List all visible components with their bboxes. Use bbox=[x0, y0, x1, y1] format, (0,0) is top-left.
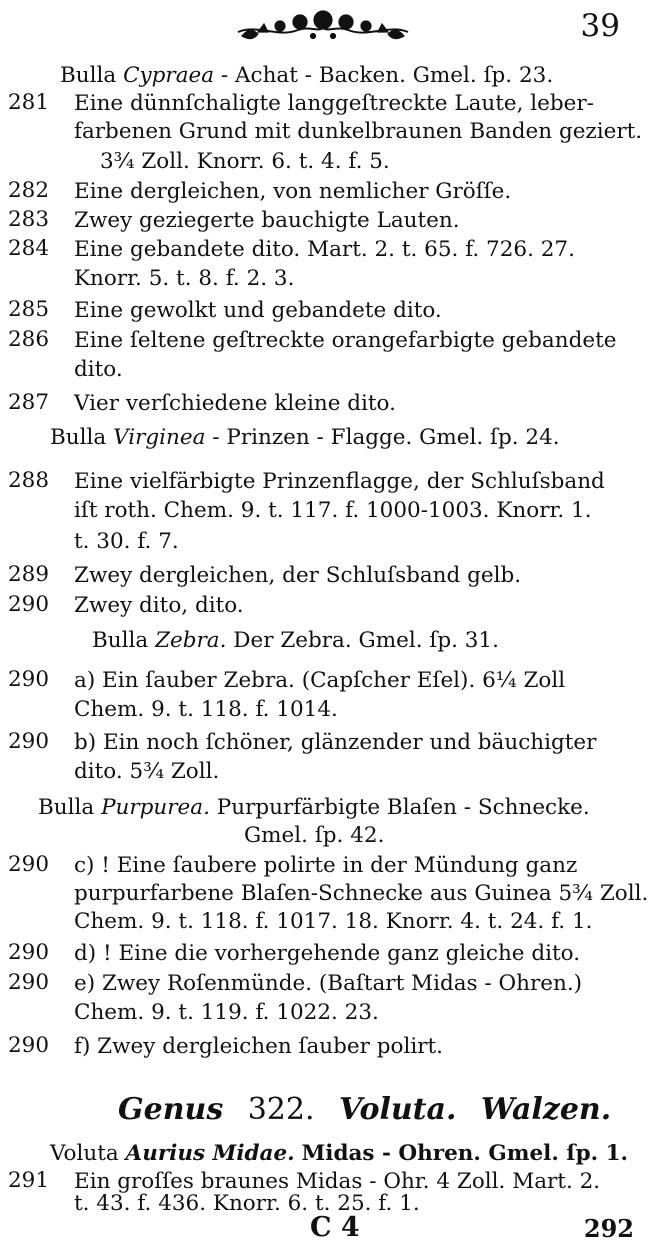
entry-text: dito. 5¾ Zoll. bbox=[74, 759, 220, 784]
entry-number: 290 bbox=[8, 852, 50, 877]
entry-number: 283 bbox=[8, 207, 50, 232]
entry-text: b) Ein noch ſchöner, glänzender und bäuchigter bbox=[74, 730, 597, 755]
entry-text: t. 43. f. 436. Knorr. 6. t. 25. f. 1. bbox=[74, 1191, 420, 1216]
page-number: 39 bbox=[580, 8, 620, 44]
heading-latin: Cypraea bbox=[123, 63, 215, 88]
entry-number: 291 bbox=[8, 1168, 50, 1193]
entry-text: d) ! Eine die vorhergehende ganz gleiche dito. bbox=[74, 941, 581, 966]
heading-genus-word: Bulla bbox=[92, 628, 149, 653]
genus-label: Genus bbox=[118, 1092, 224, 1127]
entry-text: c) ! Eine ſaubere polirte in der Mündung ganz bbox=[74, 853, 578, 878]
entry-text: Eine ſeltene geſtreckte orangefarbigte gebandete bbox=[74, 328, 617, 353]
entry-text: Vier verſchiedene kleine dito. bbox=[74, 391, 396, 416]
heading-genus-word: Voluta bbox=[50, 1141, 119, 1166]
genus-latin: Voluta. bbox=[338, 1092, 457, 1127]
heading-latin: Zebra. bbox=[155, 628, 227, 653]
section-heading-cypraea bbox=[60, 62, 553, 90]
genus-heading bbox=[118, 1092, 611, 1127]
heading-german: - Achat - Backen. Gmel. ſp. 23. bbox=[220, 63, 554, 88]
entry-text: farbenen Grund mit dunkelbraunen Banden geziert. bbox=[74, 119, 643, 144]
entry-text: Eine gebandete dito. Mart. 2. t. 65. f. 726. 27. bbox=[74, 237, 575, 262]
entry-number: 290 bbox=[8, 940, 50, 965]
heading-german: - Prinzen - Flagge. Gmel. ſp. 24. bbox=[212, 425, 560, 450]
entry-number: 284 bbox=[8, 236, 50, 261]
section-heading-voluta bbox=[50, 1140, 628, 1168]
entry-text: Eine dergleichen, von nemlicher Gröſſe. bbox=[74, 179, 512, 204]
heading-genus-word: Bulla bbox=[50, 425, 107, 450]
section-heading-virginea bbox=[50, 424, 560, 452]
entry-text: Chem. 9. t. 119. f. 1022. 23. bbox=[74, 1000, 379, 1025]
genus-german: Walzen. bbox=[480, 1092, 612, 1127]
entry-text: e) Zwey Roſenmünde. (Baſtart Midas - Ohren.) bbox=[74, 971, 583, 996]
section-heading-purpurea-line2: Gmel. ſp. 42. bbox=[244, 823, 385, 848]
heading-latin: Purpurea. bbox=[101, 795, 210, 820]
entry-number: 290 bbox=[8, 729, 50, 754]
heading-genus-word: Bulla bbox=[60, 63, 117, 88]
heading-genus-word: Bulla bbox=[38, 795, 95, 820]
entry-number: 288 bbox=[8, 468, 50, 493]
entry-text: Eine vielfärbigte Prinzenflagge, der Schluſsband bbox=[74, 469, 605, 494]
section-heading-zebra bbox=[92, 627, 499, 655]
entry-number: 290 bbox=[8, 592, 50, 617]
heading-latin: Aurius Midae. bbox=[125, 1141, 295, 1166]
section-heading-purpurea bbox=[38, 794, 590, 822]
entry-text: Eine dünnſchaligte langgeſtreckte Laute, leber- bbox=[74, 91, 594, 116]
entry-text: iſt roth. Chem. 9. t. 117. f. 1000-1003. Knorr. 1. bbox=[74, 498, 592, 523]
entry-number: 290 bbox=[8, 1033, 50, 1058]
heading-german: Der Zebra. Gmel. ſp. 31. bbox=[233, 628, 499, 653]
entry-text: Chem. 9. t. 118. f. 1014. bbox=[74, 697, 338, 722]
entry-text: f) Zwey dergleichen ſauber polirt. bbox=[74, 1034, 443, 1059]
entry-text: t. 30. f. 7. bbox=[74, 529, 179, 554]
entry-number: 282 bbox=[8, 178, 50, 203]
entry-text: Zwey dergleichen, der Schluſsband gelb. bbox=[74, 563, 522, 588]
entry-number: 289 bbox=[8, 562, 50, 587]
entry-number: 290 bbox=[8, 970, 50, 995]
signature-mark: C 4 bbox=[310, 1212, 360, 1243]
entry-text: Eine gewolkt und gebandete dito. bbox=[74, 298, 442, 323]
entry-text: a) Ein ſauber Zebra. (Capſcher Eſel). 6¼ Zoll bbox=[74, 668, 566, 693]
entry-number: 287 bbox=[8, 390, 50, 415]
heading-german: Midas - Ohren. Gmel. ſp. 1. bbox=[301, 1141, 629, 1166]
heading-latin: Virginea bbox=[113, 425, 206, 450]
entry-number: 290 bbox=[8, 667, 50, 692]
entry-text: Chem. 9. t. 118. f. 1017. 18. Knorr. 4. t. 24. f. 1. bbox=[74, 909, 593, 934]
entry-text: purpurfarbene Blaſen-Schnecke aus Guinea 5¾ Zoll. bbox=[74, 881, 649, 906]
entry-number: 286 bbox=[8, 327, 50, 352]
entry-text: dito. bbox=[74, 357, 123, 382]
entry-text: Knorr. 5. t. 8. f. 2. 3. bbox=[74, 266, 295, 291]
entry-number: 281 bbox=[8, 90, 50, 115]
entry-text: Ein groſſes braunes Midas - Ohr. 4 Zoll. Mart. 2. bbox=[74, 1169, 601, 1194]
entry-number: 285 bbox=[8, 297, 50, 322]
entry-text: 3¾ Zoll. Knorr. 6. t. 4. f. 5. bbox=[100, 149, 390, 174]
floral-vignette-icon bbox=[228, 2, 418, 48]
catchword: 292 bbox=[583, 1214, 634, 1243]
genus-number: 322. bbox=[247, 1092, 315, 1127]
entry-text: Zwey geziegerte bauchigte Lauten. bbox=[74, 208, 460, 233]
entry-text: Zwey dito, dito. bbox=[74, 593, 244, 618]
heading-german: Purpurfärbigte Blaſen - Schnecke. bbox=[216, 795, 590, 820]
